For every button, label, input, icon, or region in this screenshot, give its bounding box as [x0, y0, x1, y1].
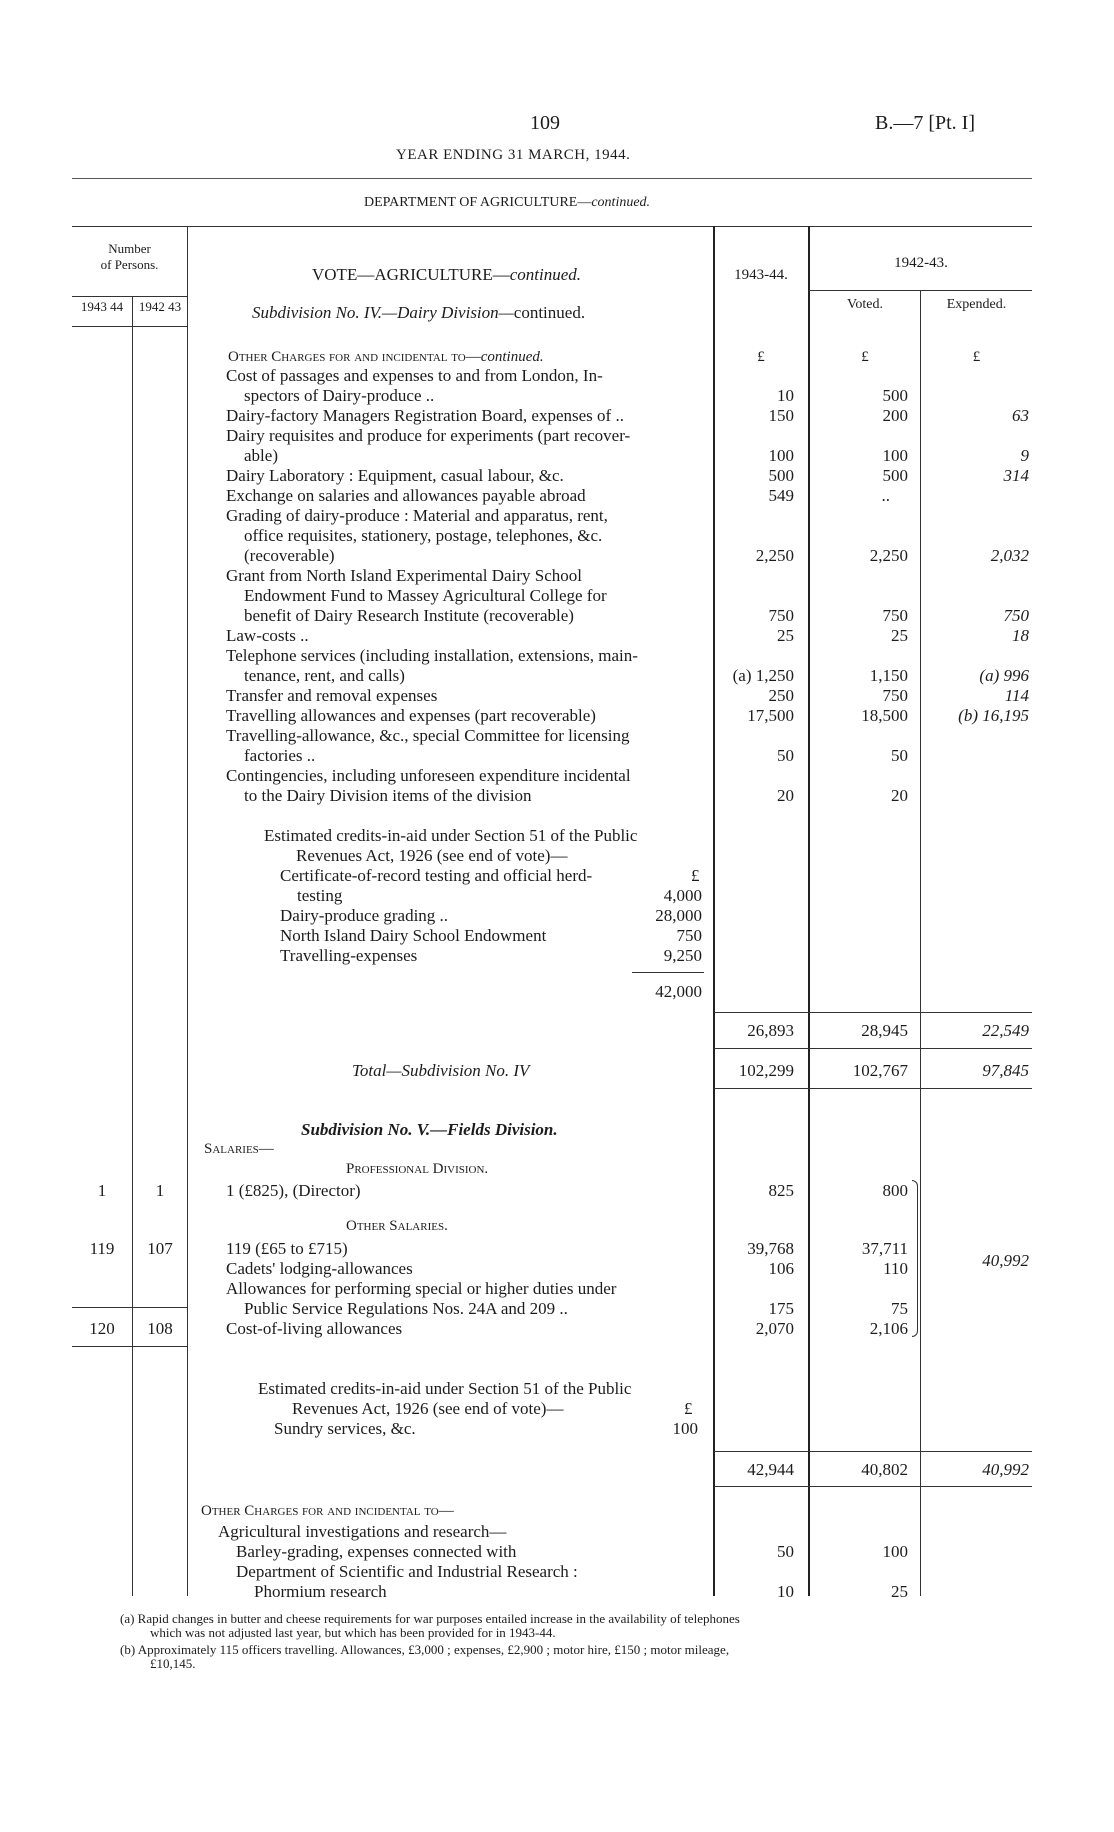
- line-item-label: Law-costs ..: [226, 626, 309, 645]
- page-number: 109: [530, 112, 560, 134]
- salary-estimate: 106: [768, 1259, 794, 1278]
- subtotal-top-rule: [714, 1012, 1032, 1013]
- subdivision-v-heading: Subdivision No. V.—Fields Division.: [301, 1120, 558, 1139]
- credit-amount: 750: [676, 926, 702, 945]
- credits-in-aid-heading: Estimated credits-in-aid under Section 51 of the Public: [264, 826, 638, 845]
- persons-split-rule: [132, 296, 133, 1596]
- salaries-heading: Salaries—: [204, 1141, 274, 1157]
- salary-voted: 2,106: [869, 1319, 908, 1338]
- line-item-voted: 1,150: [869, 666, 908, 685]
- line-item-estimate: 750: [768, 606, 794, 625]
- line-item-label: (recoverable): [244, 546, 335, 565]
- line-item-expended: 314: [1003, 466, 1029, 485]
- line-item-voted: ..: [881, 486, 890, 505]
- line-item-voted: 750: [882, 686, 908, 705]
- total-bottom-rule: [714, 1088, 1032, 1089]
- persons-header-rule: [72, 296, 187, 297]
- line-item-voted: 18,500: [861, 706, 908, 725]
- subtotal-bottom-rule: [714, 1486, 1032, 1487]
- line-item-voted: 500: [882, 466, 908, 485]
- line-item-voted: 100: [882, 446, 908, 465]
- credits-total-rule: [632, 972, 704, 973]
- line-item-label: factories ..: [244, 746, 316, 765]
- estimate-column-rule: [808, 226, 810, 1596]
- line-item-expended: (b) 16,195: [958, 706, 1029, 725]
- line-item-label: Cost of passages and expenses to and from London, In-: [226, 366, 603, 385]
- footnote-a: which was not adjusted last year, but which has been provided for in 1943-44.: [150, 1625, 556, 1640]
- line-item-voted: 25: [891, 626, 908, 645]
- persons-1943-44: 120: [89, 1319, 115, 1338]
- description-column-rule: [713, 226, 715, 1596]
- line-item-estimate: 10: [777, 386, 794, 405]
- line-item-voted: 25: [891, 1582, 908, 1601]
- line-item-label: Travelling allowances and expenses (part recoverable): [226, 706, 596, 725]
- total-voted: 102,767: [852, 1061, 908, 1080]
- line-item-estimate: 17,500: [747, 706, 794, 725]
- other-charges-heading: Other Charges for and incidental to—: [201, 1503, 454, 1519]
- credits-in-aid-heading: Revenues Act, 1926 (see end of vote)—: [296, 846, 568, 865]
- line-item-voted: 20: [891, 786, 908, 805]
- line-item-label: Grading of dairy-produce : Material and apparatus, rent,: [226, 506, 608, 525]
- line-item-label: able): [244, 446, 278, 465]
- persons-bottom-rule: [72, 1346, 187, 1347]
- document-reference: B.—7 [Pt. I]: [875, 112, 975, 134]
- line-item-label: Transfer and removal expenses: [226, 686, 438, 705]
- subtotal-estimate: 42,944: [747, 1460, 794, 1479]
- credits-in-aid-heading: Revenues Act, 1926 (see end of vote)—: [292, 1399, 564, 1418]
- credit-label: Dairy-produce grading ..: [280, 906, 449, 925]
- credit-label: North Island Dairy School Endowment: [280, 926, 547, 945]
- salary-label: Cost-of-living allowances: [226, 1319, 403, 1338]
- salary-label: Public Service Regulations Nos. 24A and 209 ..: [244, 1299, 568, 1318]
- line-item-voted: 2,250: [869, 546, 908, 565]
- credit-label: Sundry services, &c.: [274, 1419, 416, 1438]
- other-charges-heading: Other Charges for and incidental to—continued.: [228, 349, 544, 365]
- line-item-estimate: 25: [777, 626, 794, 645]
- total-expended: 97,845: [982, 1061, 1029, 1080]
- line-item-label: Endowment Fund to Massey Agricultural College for: [244, 586, 607, 605]
- credit-label: testing: [297, 886, 343, 905]
- line-item-estimate: 500: [768, 466, 794, 485]
- currency-expended: £: [972, 349, 981, 365]
- total-estimate: 102,299: [738, 1061, 794, 1080]
- line-item-estimate: 2,250: [755, 546, 794, 565]
- braced-expended: 40,992: [982, 1251, 1029, 1270]
- line-item-estimate: 50: [777, 1542, 794, 1561]
- line-item-estimate: 100: [768, 446, 794, 465]
- persons-header-bottom-rule: [72, 326, 187, 327]
- credits-total: 42,000: [655, 982, 702, 1001]
- line-item-label: Exchange on salaries and allowances payable abroad: [226, 486, 586, 505]
- line-item-label: Travelling-allowance, &c., special Committee for licensing: [226, 726, 630, 745]
- salary-label: 119 (£65 to £715): [226, 1239, 348, 1258]
- salary-label: Allowances for performing special or higher duties under: [226, 1279, 617, 1298]
- line-item-estimate: 250: [768, 686, 794, 705]
- salary-voted: 110: [883, 1259, 908, 1278]
- currency-voted: £: [861, 349, 869, 365]
- salary-estimate: 825: [768, 1181, 794, 1200]
- line-item-estimate: (a) 1,250: [732, 666, 794, 685]
- credit-label: Certificate-of-record testing and official herd-: [280, 866, 593, 885]
- line-item-label: office requisites, stationery, postage, telephones, &c.: [244, 526, 603, 545]
- line-item-voted: 500: [882, 386, 908, 405]
- other-salaries-heading: Other Salaries.: [346, 1218, 448, 1234]
- footnote-b: £10,145.: [150, 1656, 196, 1671]
- credits-currency: £: [684, 1399, 693, 1418]
- header-1943-44: 1943-44.: [734, 267, 788, 283]
- line-item-expended: 9: [1020, 446, 1029, 465]
- line-item-label: Phormium research: [254, 1582, 387, 1601]
- subtotal-voted: 28,945: [861, 1021, 908, 1040]
- right-brace: [912, 1180, 918, 1337]
- line-item-expended: 750: [1003, 606, 1029, 625]
- subtotal-estimate: 26,893: [747, 1021, 794, 1040]
- vote-title: VOTE—AGRICULTURE—continued.: [312, 265, 581, 284]
- line-item-voted: 200: [882, 406, 908, 425]
- subtotal-expended: 22,549: [982, 1021, 1029, 1040]
- line-item-label: Grant from North Island Experimental Dairy School: [226, 566, 582, 585]
- research-heading: Agricultural investigations and research—: [218, 1522, 507, 1541]
- persons-column-rule: [187, 226, 188, 1596]
- line-item-expended: 18: [1012, 626, 1029, 645]
- year-title: YEAR ENDING 31 MARCH, 1944.: [396, 147, 631, 163]
- salary-estimate: 2,070: [755, 1319, 794, 1338]
- salary-label: 1 (£825), (Director): [226, 1181, 361, 1200]
- line-item-voted: 100: [882, 1542, 908, 1561]
- persons-1942-43: 1: [155, 1181, 165, 1200]
- persons-1942-43: 108: [147, 1319, 173, 1338]
- salary-voted: 75: [891, 1299, 908, 1318]
- persons-1943-44: 119: [89, 1239, 115, 1258]
- subtotal-voted: 40,802: [861, 1460, 908, 1479]
- line-item-label: Barley-grading, expenses connected with: [236, 1542, 517, 1561]
- line-item-label: Dairy requisites and produce for experiments (part recover-: [226, 426, 631, 445]
- credit-amount: 4,000: [663, 886, 702, 905]
- line-item-voted: 750: [882, 606, 908, 625]
- table-top-rule: [72, 226, 1032, 227]
- line-item-label: Department of Scientific and Industrial Research :: [236, 1562, 578, 1581]
- header-rule: [72, 178, 1032, 179]
- line-item-label: tenance, rent, and calls): [244, 666, 405, 685]
- line-item-expended: 63: [1012, 406, 1029, 425]
- credit-amount: 28,000: [655, 906, 702, 925]
- line-item-expended: 114: [1004, 686, 1029, 705]
- department-title: DEPARTMENT OF AGRICULTURE—continued.: [364, 195, 651, 210]
- persons-total-rule: [72, 1307, 187, 1308]
- line-item-label: Dairy-factory Managers Registration Board, expenses of ..: [226, 406, 624, 425]
- subtotal-bottom-rule: [714, 1048, 1032, 1049]
- currency-1943-44: £: [757, 349, 765, 365]
- professional-division-heading: Professional Division.: [346, 1161, 489, 1177]
- persons-header-line2: of Persons.: [100, 257, 159, 272]
- subdivision-iv-heading: Subdivision No. IV.—Dairy Division—continued.: [252, 303, 586, 322]
- salary-label: Cadets' lodging-allowances: [226, 1259, 413, 1278]
- line-item-label: to the Dairy Division items of the division: [244, 786, 532, 805]
- persons-header-line1: Number: [108, 241, 151, 256]
- line-item-estimate: 549: [768, 486, 794, 505]
- line-item-label: spectors of Dairy-produce ..: [244, 386, 435, 405]
- line-item-expended: (a) 996: [979, 666, 1029, 685]
- voted-expended-rule: [920, 290, 921, 1596]
- line-item-label: Dairy Laboratory : Equipment, casual labour, &c.: [226, 466, 564, 485]
- persons-1943-44: 1: [97, 1181, 107, 1200]
- subtotal-expended: 40,992: [982, 1460, 1029, 1479]
- credits-in-aid-heading: Estimated credits-in-aid under Section 51 of the Public: [258, 1379, 632, 1398]
- line-item-label: benefit of Dairy Research Institute (recoverable): [244, 606, 574, 625]
- persons-1942-43: 107: [147, 1239, 173, 1258]
- header-year-1943-44: 1943 44: [80, 299, 124, 314]
- line-item-estimate: 150: [768, 406, 794, 425]
- salary-estimate: 175: [768, 1299, 794, 1318]
- header-expended: Expended.: [946, 297, 1007, 312]
- year-1942-split-rule: [808, 290, 1032, 291]
- header-year-1942-43: 1942 43: [138, 299, 182, 314]
- line-item-estimate: 50: [777, 746, 794, 765]
- credits-currency: £: [691, 866, 700, 885]
- line-item-label: Contingencies, including unforeseen expenditure incidental: [226, 766, 631, 785]
- subtotal-top-rule: [714, 1451, 1032, 1452]
- line-item-estimate: 20: [777, 786, 794, 805]
- line-item-voted: 50: [891, 746, 908, 765]
- credit-label: Travelling-expenses: [280, 946, 418, 965]
- total-subdivision-iv-label: Total—Subdivision No. IV: [352, 1061, 530, 1080]
- line-item-label: Telephone services (including installation, extensions, main-: [226, 646, 638, 665]
- line-item-expended: 2,032: [990, 546, 1029, 565]
- footnote-b: (b) Approximately 115 officers travelling. Allowances, £3,000 ; expenses, £2,900 ; motor hire, £150 ; motor mileage,: [120, 1642, 730, 1657]
- salary-voted: 800: [882, 1181, 908, 1200]
- header-1942-43: 1942-43.: [894, 255, 948, 271]
- salary-estimate: 39,768: [747, 1239, 794, 1258]
- footnote-a: (a) Rapid changes in butter and cheese requirements for war purposes entailed increase in the availability of telephones: [120, 1611, 740, 1626]
- header-voted: Voted.: [847, 297, 883, 312]
- salary-voted: 37,711: [861, 1239, 908, 1258]
- line-item-estimate: 10: [777, 1582, 794, 1601]
- credit-amount: 100: [672, 1419, 698, 1438]
- credit-amount: 9,250: [663, 946, 702, 965]
